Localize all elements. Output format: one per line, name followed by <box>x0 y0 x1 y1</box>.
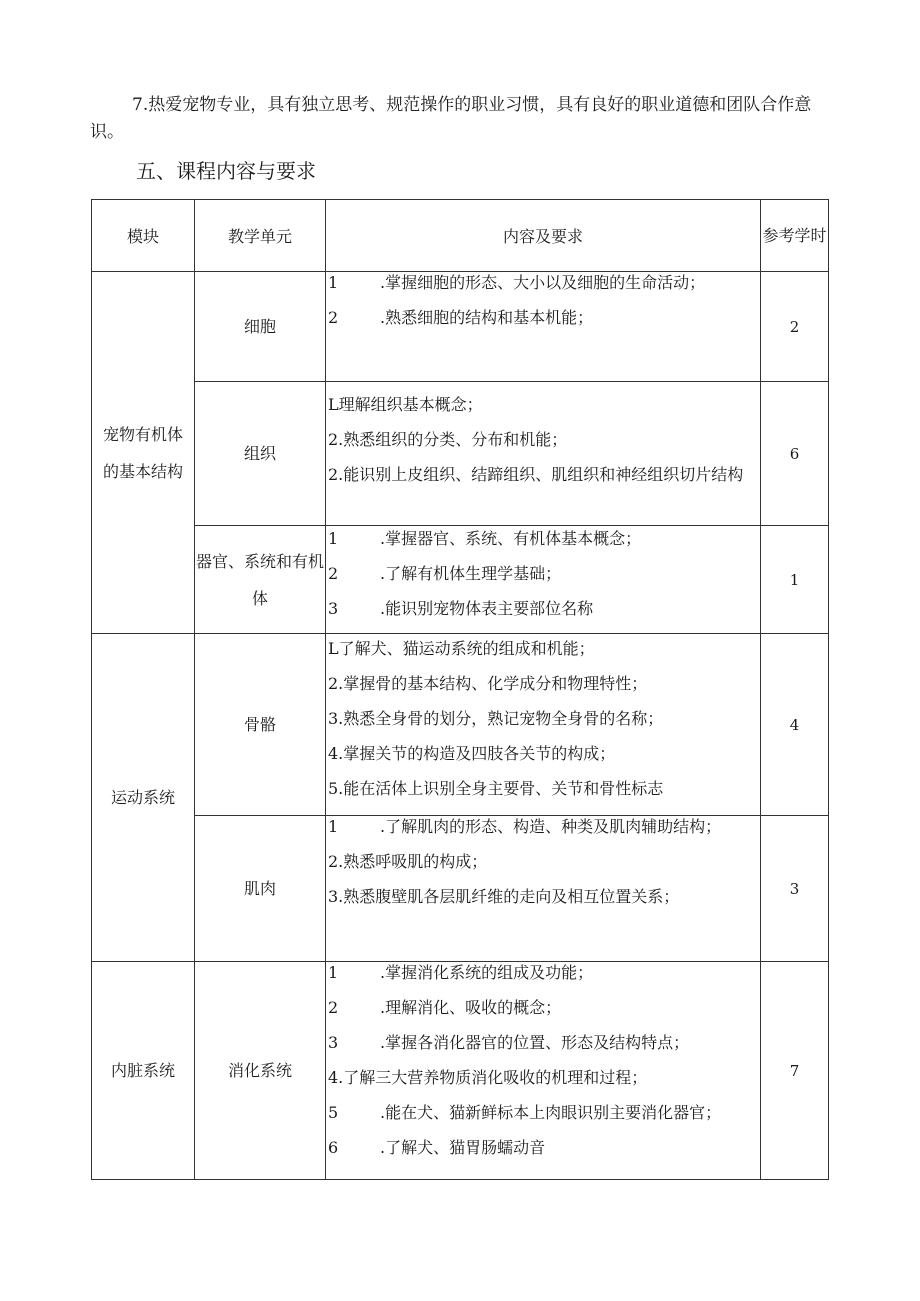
list-item: 2.熟悉组织的分类、分布和机能； <box>328 430 568 449</box>
list-item: 2.掌握骨的基本结构、化学成分和物理特性； <box>328 674 648 693</box>
unit-hours: 2 <box>761 272 829 382</box>
unit-hours: 3 <box>761 816 829 962</box>
header-module: 模块 <box>92 200 195 272</box>
table-row <box>92 816 829 962</box>
list-item: 1 .掌握器官、系统、有机体基本概念； <box>328 529 642 548</box>
list-item: 1 .了解肌肉的形态、构造、种类及肌肉辅助结构； <box>328 817 722 836</box>
intro-paragraph <box>90 92 835 146</box>
list-item: L理解组织基本概念； <box>328 395 483 414</box>
list-item: 2 .理解消化、吸收的概念； <box>328 998 562 1017</box>
list-item: 6 .了解犬、猫胃肠蠕动音 <box>328 1138 546 1157</box>
list-item: L了解犬、猫运动系统的组成和机能； <box>328 639 595 658</box>
unit-name: 肌肉 <box>195 816 326 962</box>
module-name: 宠物有机体的基本结构 <box>92 272 195 634</box>
unit-hours: 4 <box>761 634 829 816</box>
unit-content <box>326 816 761 962</box>
header-content: 内容及要求 <box>326 200 761 272</box>
module-name: 运动系统 <box>92 634 195 962</box>
unit-hours: 1 <box>761 526 829 634</box>
list-item: 2 .熟悉细胞的结构和基本机能； <box>328 308 594 327</box>
unit-content <box>326 526 761 634</box>
table-row <box>92 962 829 1180</box>
unit-hours: 6 <box>761 382 829 526</box>
list-item: 2.熟悉呼吸肌的构成； <box>328 852 488 871</box>
list-item: 4.了解三大营养物质消化吸收的机理和过程； <box>328 1068 648 1087</box>
header-unit: 教学单元 <box>195 200 326 272</box>
list-item: 5 .能在犬、猫新鲜标本上肉眼识别主要消化器官； <box>328 1103 722 1122</box>
table-row <box>92 634 829 816</box>
list-item: 2 .了解有机体生理学基础； <box>328 564 562 583</box>
list-item: 3.熟悉腹壁肌各层肌纤维的走向及相互位置关系； <box>328 887 680 906</box>
section-title: 五、课程内容与要求 <box>136 159 316 183</box>
unit-name: 器官、系统和有机体 <box>195 526 326 634</box>
unit-content <box>326 962 761 1180</box>
table-row <box>92 272 829 382</box>
list-item: 1 .掌握消化系统的组成及功能； <box>328 963 594 982</box>
list-item: 3 .能识别宠物体表主要部位名称 <box>328 599 594 618</box>
module-name: 内脏系统 <box>92 962 195 1180</box>
intro-text: 7.热爱宠物专业，具有独立思考、规范操作的职业习惯，具有良好的职业道德和团队合作意识。 <box>90 95 812 142</box>
header-hours: 参考学时 <box>761 200 829 272</box>
table-row <box>92 526 829 634</box>
unit-name: 骨骼 <box>195 634 326 816</box>
unit-content <box>326 272 761 382</box>
unit-hours: 7 <box>761 962 829 1180</box>
unit-content <box>326 382 761 526</box>
unit-name: 消化系统 <box>195 962 326 1180</box>
unit-content <box>326 634 761 816</box>
table-row <box>92 382 829 526</box>
unit-name: 细胞 <box>195 272 326 382</box>
list-item: 4.掌握关节的构造及四肢各关节的构成； <box>328 744 616 763</box>
list-item: 3.熟悉全身骨的划分，熟记宠物全身骨的名称； <box>328 709 664 728</box>
list-item: 2.能识别上皮组织、结蹄组织、肌组织和神经组织切片结构 <box>328 465 744 484</box>
list-item: 5.能在活体上识别全身主要骨、关节和骨性标志 <box>328 779 664 798</box>
unit-name: 组织 <box>195 382 326 526</box>
list-item: 3 .掌握各消化器官的位置、形态及结构特点； <box>328 1033 690 1052</box>
table-header-row <box>92 200 829 272</box>
list-item: 1 .掌握细胞的形态、大小以及细胞的生命活动； <box>328 273 706 292</box>
course-content-table <box>91 199 829 1180</box>
